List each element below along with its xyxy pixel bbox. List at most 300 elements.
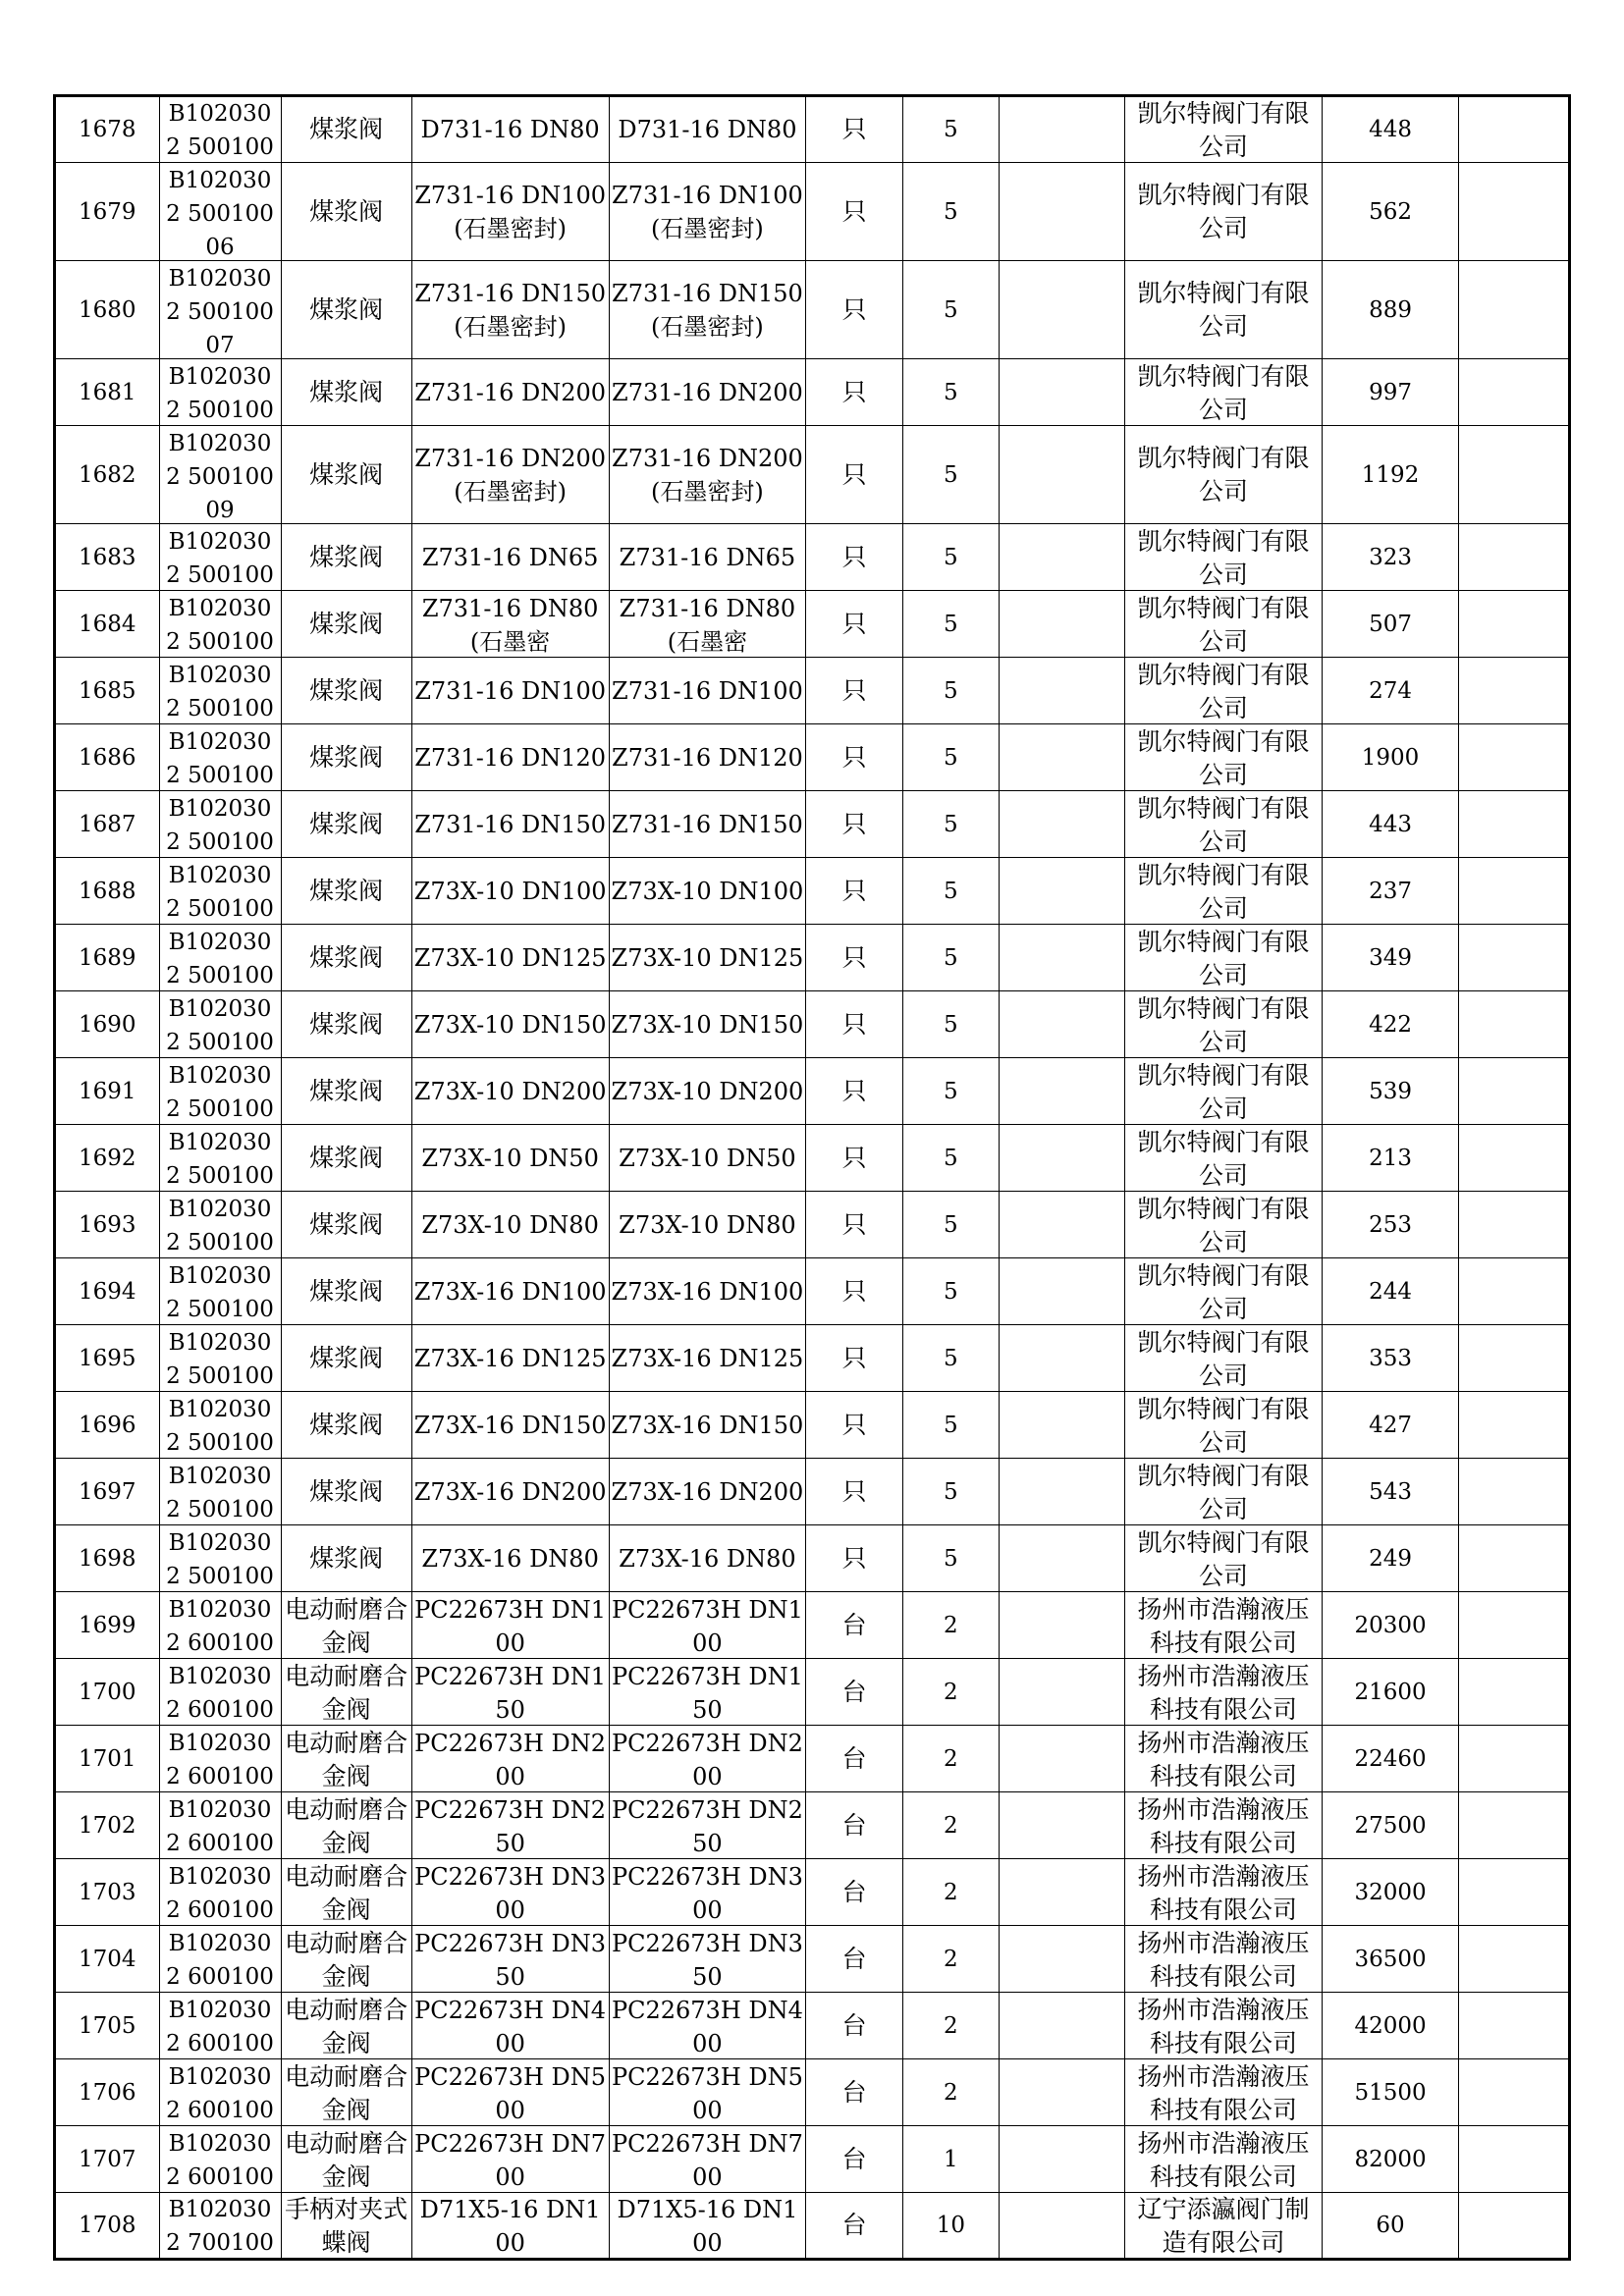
cell-model bbox=[609, 1926, 806, 1993]
cell-name-text: 煤浆阀 bbox=[309, 1276, 384, 1306]
cell-no bbox=[55, 991, 160, 1058]
cell-unit-text: 只 bbox=[841, 942, 867, 972]
cell-model-text: Z73X-16 DN80 bbox=[619, 1544, 796, 1573]
cell-no-text: 1701 bbox=[79, 1745, 136, 1772]
cell-supplier bbox=[1125, 1926, 1323, 1993]
table-row bbox=[55, 96, 1570, 163]
cell-model bbox=[609, 2126, 806, 2193]
cell-spec bbox=[411, 1792, 609, 1859]
cell-blank bbox=[1000, 1125, 1125, 1192]
cell-name-text: 煤浆阀 bbox=[309, 809, 384, 838]
cell-supplier-text: 扬州市浩瀚液压科技有限公司 bbox=[1137, 1728, 1310, 1790]
cell-no bbox=[55, 2126, 160, 2193]
table-row bbox=[55, 261, 1570, 359]
cell-spec bbox=[411, 591, 609, 658]
cell-spec bbox=[411, 791, 609, 858]
cell-price-text: 543 bbox=[1369, 1478, 1412, 1505]
table-row bbox=[55, 426, 1570, 524]
cell-spec bbox=[411, 524, 609, 591]
cell-supplier bbox=[1125, 1993, 1323, 2059]
cell-qty bbox=[902, 1125, 999, 1192]
cell-qty bbox=[902, 1926, 999, 1993]
cell-model-text: PC22673H DN700 bbox=[611, 2129, 803, 2191]
cell-qty bbox=[902, 261, 999, 359]
table-row bbox=[55, 1459, 1570, 1525]
cell-model bbox=[609, 1859, 806, 1926]
cell-spec bbox=[411, 2059, 609, 2126]
cell-name-text: 煤浆阀 bbox=[309, 742, 384, 772]
cell-model bbox=[609, 426, 806, 524]
cell-code-text: B1020302 500100 bbox=[166, 528, 274, 588]
cell-spec bbox=[411, 426, 609, 524]
cell-price-text: 1900 bbox=[1361, 744, 1420, 771]
cell-code-text: B1020302 500100 bbox=[166, 995, 274, 1055]
cell-no-text: 1695 bbox=[79, 1345, 136, 1371]
cell-supplier-text: 扬州市浩瀚液压科技有限公司 bbox=[1137, 1861, 1310, 1924]
cell-unit bbox=[806, 1392, 902, 1459]
table-row bbox=[55, 858, 1570, 925]
cell-name-text: 煤浆阀 bbox=[309, 609, 384, 638]
cell-qty bbox=[902, 2126, 999, 2193]
cell-price-text: 244 bbox=[1369, 1278, 1412, 1305]
cell-blank bbox=[1000, 1459, 1125, 1525]
cell-no bbox=[55, 1792, 160, 1859]
cell-no-text: 1684 bbox=[79, 611, 136, 637]
cell-spec-text: Z731-16 DN80(石墨密 bbox=[421, 594, 599, 656]
cell-qty-text: 2 bbox=[944, 1879, 958, 1905]
cell-model-text: PC22673H DN250 bbox=[611, 1795, 803, 1857]
table-row bbox=[55, 2126, 1570, 2193]
cell-spec bbox=[411, 1926, 609, 1993]
cell-name-text: 电动耐磨合金阀 bbox=[285, 2128, 408, 2191]
cell-supplier bbox=[1125, 724, 1323, 791]
cell-spec-text: Z73X-16 DN100 bbox=[413, 1277, 607, 1306]
cell-spec bbox=[411, 163, 609, 261]
cell-name-text: 电动耐磨合金阀 bbox=[285, 1594, 408, 1657]
cell-price bbox=[1322, 261, 1458, 359]
cell-no bbox=[55, 1926, 160, 1993]
cell-model bbox=[609, 1258, 806, 1325]
cell-model-text: Z73X-10 DN100 bbox=[611, 877, 804, 905]
cell-note bbox=[1459, 1392, 1570, 1459]
cell-name bbox=[281, 1859, 411, 1926]
cell-supplier-text: 凯尔特阀门有限公司 bbox=[1137, 1527, 1310, 1590]
cell-price bbox=[1322, 1592, 1458, 1659]
cell-price-text: 349 bbox=[1369, 944, 1412, 971]
cell-blank bbox=[1000, 1792, 1125, 1859]
table-row bbox=[55, 2193, 1570, 2260]
cell-code-text: B1020302 500100 bbox=[166, 1196, 274, 1255]
table-row bbox=[55, 991, 1570, 1058]
cell-supplier-text: 凯尔特阀门有限公司 bbox=[1137, 1394, 1310, 1457]
cell-name bbox=[281, 261, 411, 359]
cell-price bbox=[1322, 1258, 1458, 1325]
cell-unit-text: 只 bbox=[841, 377, 867, 406]
cell-note bbox=[1459, 1258, 1570, 1325]
cell-model-text: Z731-16 DN65 bbox=[619, 543, 796, 571]
cell-note bbox=[1459, 426, 1570, 524]
cell-no-text: 1704 bbox=[79, 1946, 136, 1972]
cell-code-text: B1020302 500100 bbox=[166, 363, 274, 423]
cell-supplier bbox=[1125, 1125, 1323, 1192]
cell-no bbox=[55, 163, 160, 261]
cell-no-text: 1685 bbox=[79, 677, 136, 704]
cell-spec-text: Z731-16 DN200(石墨密封) bbox=[414, 444, 607, 506]
cell-supplier bbox=[1125, 426, 1323, 524]
cell-price-text: 274 bbox=[1369, 677, 1412, 704]
cell-model-text: PC22673H DN500 bbox=[611, 2062, 803, 2124]
cell-unit bbox=[806, 261, 902, 359]
cell-price-text: 27500 bbox=[1354, 1812, 1427, 1839]
cell-qty-text: 5 bbox=[944, 544, 958, 570]
cell-code bbox=[159, 1525, 281, 1592]
cell-price-text: 539 bbox=[1369, 1078, 1412, 1104]
cell-price bbox=[1322, 791, 1458, 858]
cell-no-text: 1679 bbox=[79, 198, 136, 225]
cell-code-text: B1020302 500100 bbox=[166, 929, 274, 988]
cell-code-text: B1020302 500100 bbox=[166, 1529, 274, 1589]
cell-name-text: 煤浆阀 bbox=[309, 377, 384, 406]
cell-name-text: 电动耐磨合金阀 bbox=[285, 1794, 408, 1857]
cell-code bbox=[159, 1058, 281, 1125]
cell-name-text: 煤浆阀 bbox=[309, 1076, 384, 1105]
cell-code bbox=[159, 96, 281, 163]
cell-name-text: 电动耐磨合金阀 bbox=[285, 1861, 408, 1924]
cell-spec bbox=[411, 1325, 609, 1392]
cell-unit bbox=[806, 1659, 902, 1726]
cell-blank bbox=[1000, 2126, 1125, 2193]
cell-supplier-text: 凯尔特阀门有限公司 bbox=[1137, 660, 1310, 722]
cell-name-text: 煤浆阀 bbox=[309, 675, 384, 705]
cell-no bbox=[55, 658, 160, 724]
cell-unit-text: 只 bbox=[841, 1143, 867, 1172]
cell-model bbox=[609, 858, 806, 925]
cell-model-text: Z73X-10 DN125 bbox=[611, 943, 804, 972]
cell-code bbox=[159, 1258, 281, 1325]
cell-name-text: 煤浆阀 bbox=[309, 115, 384, 143]
cell-model bbox=[609, 2059, 806, 2126]
cell-spec bbox=[411, 2126, 609, 2193]
cell-qty-text: 5 bbox=[944, 611, 958, 637]
cell-name-text: 煤浆阀 bbox=[309, 196, 384, 226]
cell-qty bbox=[902, 724, 999, 791]
cell-supplier-text: 凯尔特阀门有限公司 bbox=[1137, 860, 1310, 923]
cell-blank bbox=[1000, 96, 1125, 163]
price-list-table bbox=[53, 94, 1571, 2261]
cell-unit-text: 只 bbox=[841, 742, 867, 772]
cell-unit-text: 只 bbox=[841, 1343, 867, 1372]
cell-spec-text: Z73X-10 DN80 bbox=[421, 1210, 599, 1239]
cell-no-text: 1686 bbox=[79, 744, 136, 771]
cell-spec-text: PC22673H DN350 bbox=[414, 1929, 607, 1991]
cell-no bbox=[55, 261, 160, 359]
cell-qty bbox=[902, 163, 999, 261]
cell-no-text: 1707 bbox=[79, 2146, 136, 2172]
cell-no bbox=[55, 724, 160, 791]
cell-note bbox=[1459, 658, 1570, 724]
cell-spec bbox=[411, 1058, 609, 1125]
cell-qty bbox=[902, 1325, 999, 1392]
cell-model bbox=[609, 791, 806, 858]
cell-qty-text: 1 bbox=[944, 2146, 958, 2172]
cell-price bbox=[1322, 96, 1458, 163]
cell-blank bbox=[1000, 724, 1125, 791]
cell-blank bbox=[1000, 359, 1125, 426]
cell-qty bbox=[902, 96, 999, 163]
cell-name bbox=[281, 1392, 411, 1459]
cell-note bbox=[1459, 1592, 1570, 1659]
cell-code-text: B1020302 600100 bbox=[166, 2063, 274, 2123]
cell-supplier-text: 凯尔特阀门有限公司 bbox=[1137, 99, 1310, 161]
cell-unit bbox=[806, 1993, 902, 2059]
cell-note bbox=[1459, 1525, 1570, 1592]
cell-name bbox=[281, 2059, 411, 2126]
table-row bbox=[55, 1258, 1570, 1325]
cell-spec bbox=[411, 991, 609, 1058]
cell-code-text: B1020302 50010009 bbox=[166, 430, 274, 523]
cell-price-text: 237 bbox=[1369, 878, 1412, 904]
cell-model bbox=[609, 96, 806, 163]
cell-qty-text: 5 bbox=[944, 1011, 958, 1038]
table-row bbox=[55, 1659, 1570, 1726]
cell-qty bbox=[902, 858, 999, 925]
cell-model bbox=[609, 1525, 806, 1592]
cell-unit bbox=[806, 1258, 902, 1325]
cell-code bbox=[159, 724, 281, 791]
cell-code bbox=[159, 2126, 281, 2193]
cell-spec bbox=[411, 96, 609, 163]
cell-supplier-text: 凯尔特阀门有限公司 bbox=[1137, 443, 1310, 506]
cell-unit-text: 台 bbox=[841, 1944, 867, 1973]
cell-qty-text: 5 bbox=[944, 379, 958, 405]
cell-blank bbox=[1000, 524, 1125, 591]
cell-unit bbox=[806, 858, 902, 925]
cell-blank bbox=[1000, 1592, 1125, 1659]
cell-blank bbox=[1000, 1726, 1125, 1792]
cell-unit bbox=[806, 1058, 902, 1125]
cell-unit-text: 只 bbox=[841, 876, 867, 905]
cell-supplier-text: 凯尔特阀门有限公司 bbox=[1137, 793, 1310, 856]
cell-unit bbox=[806, 524, 902, 591]
cell-price-text: 353 bbox=[1369, 1345, 1412, 1371]
cell-supplier bbox=[1125, 925, 1323, 991]
cell-supplier-text: 凯尔特阀门有限公司 bbox=[1137, 1060, 1310, 1123]
cell-qty bbox=[902, 2059, 999, 2126]
cell-qty-text: 5 bbox=[944, 878, 958, 904]
cell-note bbox=[1459, 1659, 1570, 1726]
cell-spec bbox=[411, 261, 609, 359]
cell-note bbox=[1459, 925, 1570, 991]
cell-no bbox=[55, 2193, 160, 2260]
cell-qty bbox=[902, 1192, 999, 1258]
cell-qty-text: 5 bbox=[944, 1345, 958, 1371]
cell-unit bbox=[806, 359, 902, 426]
cell-no bbox=[55, 1993, 160, 2059]
cell-price-text: 1192 bbox=[1361, 461, 1420, 488]
cell-code-text: B1020302 500100 bbox=[166, 1329, 274, 1389]
cell-no-text: 1688 bbox=[79, 878, 136, 904]
cell-qty-text: 2 bbox=[944, 2079, 958, 2106]
cell-price bbox=[1322, 524, 1458, 591]
cell-qty bbox=[902, 1258, 999, 1325]
cell-unit-text: 只 bbox=[841, 1543, 867, 1573]
cell-note bbox=[1459, 991, 1570, 1058]
cell-model-text: Z73X-16 DN125 bbox=[611, 1344, 804, 1372]
cell-code-text: B1020302 500100 bbox=[166, 1463, 274, 1522]
cell-model-text: Z73X-16 DN150 bbox=[611, 1411, 804, 1439]
cell-no-text: 1691 bbox=[79, 1078, 136, 1104]
cell-price-text: 22460 bbox=[1354, 1745, 1427, 1772]
cell-no bbox=[55, 1258, 160, 1325]
cell-unit-text: 只 bbox=[841, 675, 867, 705]
cell-supplier bbox=[1125, 591, 1323, 658]
cell-price-text: 323 bbox=[1369, 544, 1412, 570]
cell-code-text: B1020302 600100 bbox=[166, 1863, 274, 1923]
cell-qty-text: 5 bbox=[944, 944, 958, 971]
cell-spec-text: Z731-16 DN200 bbox=[414, 378, 607, 406]
cell-spec-text: Z73X-16 DN125 bbox=[413, 1344, 607, 1372]
cell-price bbox=[1322, 2126, 1458, 2193]
cell-code-text: B1020302 500100 bbox=[166, 795, 274, 855]
cell-unit-text: 只 bbox=[841, 294, 867, 324]
cell-qty-text: 5 bbox=[944, 811, 958, 837]
cell-unit bbox=[806, 724, 902, 791]
cell-note bbox=[1459, 2059, 1570, 2126]
cell-name bbox=[281, 2193, 411, 2260]
cell-spec bbox=[411, 1659, 609, 1726]
cell-name-text: 煤浆阀 bbox=[309, 542, 384, 571]
cell-price bbox=[1322, 1659, 1458, 1726]
cell-price-text: 82000 bbox=[1354, 2146, 1427, 2172]
cell-model-text: D71X5-16 DN100 bbox=[617, 2196, 798, 2257]
cell-supplier-text: 扬州市浩瀚液压科技有限公司 bbox=[1137, 1794, 1310, 1857]
cell-supplier bbox=[1125, 1792, 1323, 1859]
cell-code-text: B1020302 500100 bbox=[166, 862, 274, 922]
cell-name bbox=[281, 426, 411, 524]
cell-unit bbox=[806, 1726, 902, 1792]
cell-supplier bbox=[1125, 858, 1323, 925]
cell-qty bbox=[902, 1859, 999, 1926]
cell-unit bbox=[806, 591, 902, 658]
cell-code bbox=[159, 1726, 281, 1792]
cell-name-text: 煤浆阀 bbox=[309, 1143, 384, 1172]
cell-unit-text: 台 bbox=[841, 1677, 867, 1706]
cell-code-text: B1020302 600100 bbox=[166, 1730, 274, 1789]
cell-code bbox=[159, 524, 281, 591]
cell-note bbox=[1459, 524, 1570, 591]
cell-no bbox=[55, 1726, 160, 1792]
cell-blank bbox=[1000, 1392, 1125, 1459]
cell-price-text: 51500 bbox=[1354, 2079, 1427, 2106]
cell-blank bbox=[1000, 2059, 1125, 2126]
cell-unit-text: 只 bbox=[841, 1276, 867, 1306]
cell-no-text: 1690 bbox=[79, 1011, 136, 1038]
cell-name bbox=[281, 1192, 411, 1258]
cell-code-text: B1020302 50010006 bbox=[166, 167, 274, 260]
cell-unit bbox=[806, 991, 902, 1058]
table-row bbox=[55, 1592, 1570, 1659]
cell-name bbox=[281, 1792, 411, 1859]
cell-code bbox=[159, 163, 281, 261]
cell-no-text: 1682 bbox=[79, 461, 136, 488]
cell-supplier bbox=[1125, 1058, 1323, 1125]
cell-no bbox=[55, 1859, 160, 1926]
cell-qty-text: 5 bbox=[944, 461, 958, 488]
cell-qty bbox=[902, 426, 999, 524]
table-row bbox=[55, 163, 1570, 261]
cell-name bbox=[281, 1726, 411, 1792]
cell-no bbox=[55, 1392, 160, 1459]
cell-spec-text: Z731-16 DN100 bbox=[414, 676, 607, 705]
cell-name-text: 煤浆阀 bbox=[309, 1410, 384, 1439]
cell-blank bbox=[1000, 1192, 1125, 1258]
cell-no bbox=[55, 1125, 160, 1192]
cell-model-text: Z73X-10 DN150 bbox=[611, 1010, 804, 1039]
cell-no-text: 1696 bbox=[79, 1412, 136, 1438]
table-row bbox=[55, 1392, 1570, 1459]
cell-no bbox=[55, 426, 160, 524]
cell-blank bbox=[1000, 2193, 1125, 2260]
cell-code bbox=[159, 1659, 281, 1726]
cell-spec bbox=[411, 1726, 609, 1792]
cell-model bbox=[609, 724, 806, 791]
cell-note bbox=[1459, 2193, 1570, 2260]
cell-code bbox=[159, 359, 281, 426]
cell-note bbox=[1459, 359, 1570, 426]
cell-model-text: Z731-16 DN120 bbox=[612, 743, 803, 772]
table-row bbox=[55, 1926, 1570, 1993]
cell-code-text: B1020302 700100 bbox=[166, 2197, 274, 2256]
cell-unit-text: 台 bbox=[841, 1877, 867, 1906]
cell-code-text: B1020302 500100 bbox=[166, 1262, 274, 1322]
cell-spec-text: PC22673H DN250 bbox=[414, 1795, 607, 1857]
cell-qty-text: 5 bbox=[944, 1145, 958, 1171]
cell-price bbox=[1322, 1459, 1458, 1525]
cell-spec bbox=[411, 858, 609, 925]
cell-spec-text: PC22673H DN200 bbox=[414, 1729, 607, 1790]
cell-unit bbox=[806, 1192, 902, 1258]
cell-no-text: 1681 bbox=[79, 379, 136, 405]
cell-name bbox=[281, 1993, 411, 2059]
cell-price-text: 253 bbox=[1369, 1211, 1412, 1238]
cell-qty bbox=[902, 925, 999, 991]
cell-no-text: 1702 bbox=[79, 1812, 136, 1839]
cell-price bbox=[1322, 1792, 1458, 1859]
cell-no-text: 1708 bbox=[79, 2213, 136, 2238]
cell-model bbox=[609, 1459, 806, 1525]
cell-code-text: B1020302 600100 bbox=[166, 1596, 274, 1656]
cell-qty-text: 2 bbox=[944, 1812, 958, 1839]
cell-price-text: 213 bbox=[1369, 1145, 1412, 1171]
cell-supplier-text: 凯尔特阀门有限公司 bbox=[1137, 278, 1310, 341]
cell-spec-text: Z731-16 DN150 bbox=[414, 810, 607, 838]
cell-model bbox=[609, 991, 806, 1058]
cell-unit bbox=[806, 2059, 902, 2126]
cell-code bbox=[159, 2193, 281, 2260]
cell-model bbox=[609, 591, 806, 658]
cell-code bbox=[159, 1993, 281, 2059]
cell-model bbox=[609, 1792, 806, 1859]
table-row bbox=[55, 1525, 1570, 1592]
cell-name-text: 煤浆阀 bbox=[309, 1476, 384, 1506]
cell-model bbox=[609, 1192, 806, 1258]
cell-code bbox=[159, 1325, 281, 1392]
cell-note bbox=[1459, 791, 1570, 858]
cell-qty bbox=[902, 1058, 999, 1125]
cell-name-text: 煤浆阀 bbox=[309, 942, 384, 972]
cell-model-text: PC22673H DN150 bbox=[611, 1662, 803, 1724]
cell-name bbox=[281, 96, 411, 163]
